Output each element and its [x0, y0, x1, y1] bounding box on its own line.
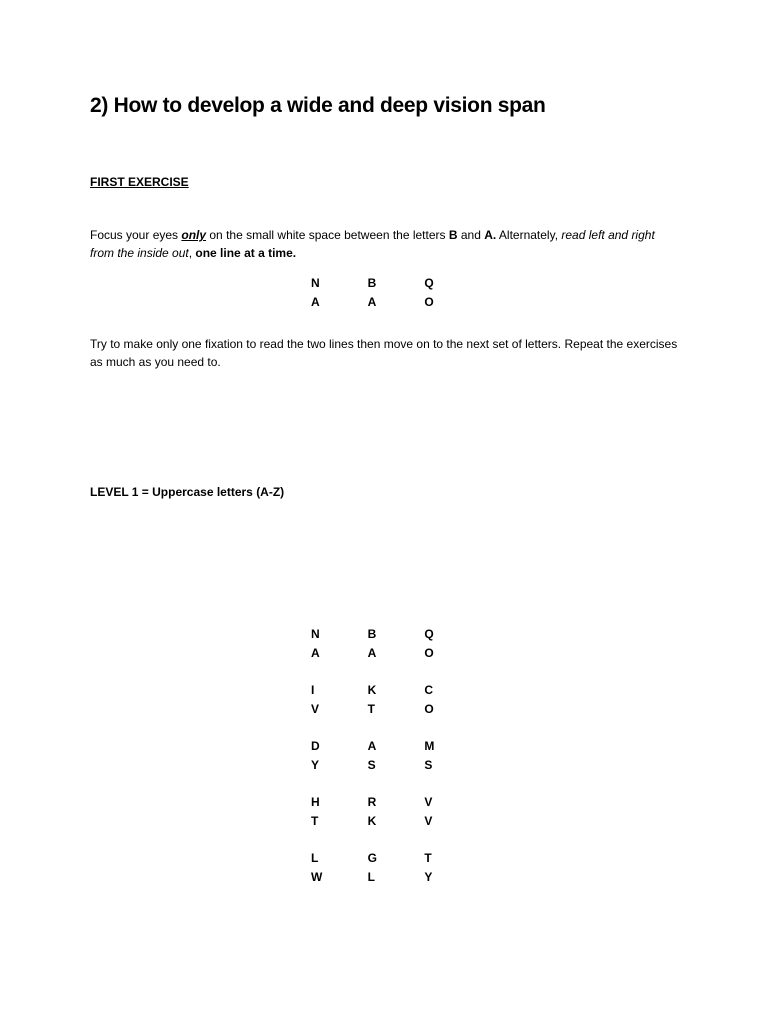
grid-letter: R [367, 794, 377, 809]
instruction-text-3: and [457, 228, 485, 242]
grid-row [300, 736, 470, 755]
grid-letter: V [424, 794, 433, 809]
instruction-text-2: on the small white space between the letters [206, 228, 449, 242]
grid-letter: D [311, 738, 320, 753]
grid-letter: K [367, 813, 377, 828]
instruction-text-1: Focus your eyes [90, 228, 182, 242]
instruction-italic: read left and right from the inside out [90, 228, 655, 260]
instruction-letter-a: A. [484, 228, 497, 242]
grid-letter: I [311, 682, 315, 697]
grid-row [300, 811, 470, 830]
grid-letter: W [311, 869, 323, 884]
grid-letter: V [311, 701, 320, 716]
letter-group [300, 624, 470, 662]
instruction-paragraph [90, 226, 680, 262]
grid-letter: A [367, 738, 377, 753]
grid-row [300, 867, 470, 886]
grid-letter: O [424, 645, 434, 660]
grid-letter: B [367, 275, 377, 290]
grid-letter: A [311, 294, 320, 309]
grid-letter: Y [311, 757, 320, 772]
grid-letter: O [424, 294, 434, 309]
grid-letter: A [367, 294, 377, 309]
grid-letter: L [311, 850, 319, 865]
grid-letter: T [367, 701, 376, 716]
second-paragraph: Try to make only one fixation to read the two lines then move on to the next set of letters. Repeat the exercises as much as you need to. [90, 337, 678, 369]
grid-row [300, 680, 470, 699]
grid-letter: C [424, 682, 434, 697]
grid-letter: N [311, 626, 320, 641]
instruction-text-4: Alternately, [496, 228, 562, 242]
grid-letter: M [424, 738, 435, 753]
example-letter-grid [300, 273, 470, 311]
grid-row [300, 792, 470, 811]
grid-row [300, 624, 470, 643]
grid-row [300, 273, 470, 292]
letter-group [300, 680, 470, 718]
grid-letter: A [311, 645, 320, 660]
grid-letter: N [311, 275, 320, 290]
grid-letter: S [367, 757, 376, 772]
grid-row [300, 699, 470, 718]
instruction-text-5: , [188, 246, 196, 260]
section-heading: FIRST EXERCISE [90, 175, 189, 189]
letter-group [300, 848, 470, 886]
grid-letter: S [424, 757, 433, 772]
grid-letter: V [424, 813, 433, 828]
grid-letter: Y [424, 869, 433, 884]
grid-letter: Q [424, 275, 434, 290]
grid-row [300, 848, 470, 867]
letter-group [300, 792, 470, 830]
grid-letter: T [424, 850, 432, 865]
grid-letter: L [367, 869, 376, 884]
page-title: 2) How to develop a wide and deep vision span [90, 94, 546, 117]
grid-row [300, 292, 470, 311]
instruction-letter-b: B [448, 228, 458, 242]
grid-letter: K [367, 682, 377, 697]
instruction-bold-end: one line at a time. [195, 246, 297, 260]
grid-letter: H [311, 794, 320, 809]
grid-letter: O [424, 701, 434, 716]
instruction-only: only [181, 228, 207, 242]
level-letter-grid [300, 624, 470, 904]
letter-group [300, 736, 470, 774]
grid-row [300, 755, 470, 774]
grid-letter: B [367, 626, 377, 641]
grid-letter: G [367, 850, 378, 865]
level-heading: LEVEL 1 = Uppercase letters (A-Z) [90, 485, 285, 499]
grid-letter: Q [424, 626, 434, 641]
grid-row [300, 643, 470, 662]
grid-letter: A [367, 645, 377, 660]
grid-letter: T [311, 813, 319, 828]
